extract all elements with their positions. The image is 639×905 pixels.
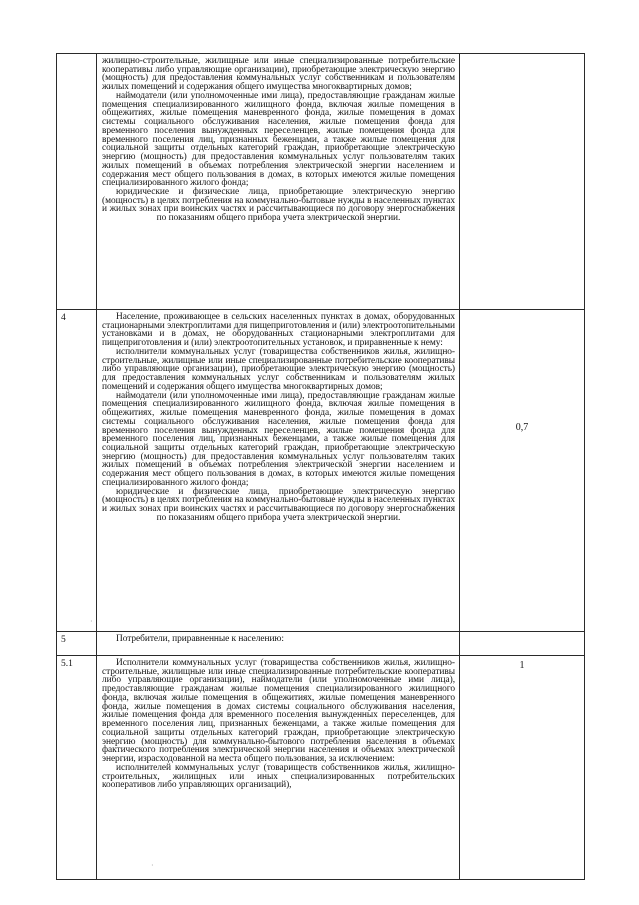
coefficient-value: 0,7 — [515, 422, 529, 433]
paragraph: наймодатели (или уполномоченные ими лица), предоставляющие гражданам жилые помещения специализированного жилищного фонда, включая жилые помещения в общежитиях, жилые помещения маневренного фонда, жилые помещения в домах системы социального обслуживания населения, жилые помещения фонда для временного поселения вынужденных переселенцев, жилые помещения фонда для временного поселения лиц, признанных беженцами, а также жилые помещения для социальной защиты отдельных категорий граждан, приобретающие электрическую энергию (мощность) для предоставления коммунальных услуг пользователям таких жилых помещений в объемах потребления электрической энергии населением и содержания мест общего пользования в домах, в которых имеются жилые помещения специализированного жилого фонда; — [102, 390, 455, 488]
paragraph: Исполнители коммунальных услуг (товарищества собственников жилья, жилищно-строительные, жилищные или иные специализированные потребительские кооперативы либо управляющие организации), наймодатели (или уполномоченные ими лица), предоставляющие гражданам жилые помещения специализированного жилищного фонда, включая жилые помещения в общежитиях, жилые помещения маневренного фонда, жилые помещения в домах системы социального обслуживания населения, жилые помещения фонда для временного поселения вынужденных переселенцев, для временного поселения лиц, признанных беженцами, а также жилые помещения для социальной защиты отдельных категорий граждан, приобретающие электрическую энергию (мощность) для коммунально-бытового потребления населения в объемах фактического потребления электрической энергии населения и объемах электрической энергии, израсходованной на места общего пользования, за исключением: — [102, 658, 455, 765]
paragraph: исполнителей коммунальных услуг (товариществ собственников жилья, жилищно-строительных, жилищных или иных специализированных потребительских кооперативов либо управляющих организаций), — [102, 762, 455, 791]
row-number: 4 — [57, 310, 97, 632]
paragraph: наймодатели (или уполномоченные ими лица), предоставляющие гражданам жилые помещения специализированного жилищного фонда, включая жилые помещения в общежитиях, жилые помещения маневренного фонда, жилые помещения в домах системы социального обслуживания населения, жилые помещения фонда для временного поселения вынужденных переселенцев, жилые помещения фонда для временного поселения лиц, признанных беженцами, а также жилые помещения для социальной защиты отдельных категорий граждан, приобретающие электрическую энергию (мощность) для предоставления коммунальных услуг пользователям таких жилых помещений в объемах потребления электрической энергии населением и содержания мест общего пользования в домах, в которых имеются жилые помещения специализированного жилого фонда; — [102, 90, 455, 189]
paragraph: Население, проживающее в сельских населенных пунктах в домах, оборудованных стационарными электроплитами для пищеприготовления и (или) электроотопительными установками и в домах, не оборудованных стационарными электроплитами для пищеприготовления и (или) электроотопительных установок, и приравненные к нему: — [102, 312, 455, 349]
row-number — [57, 54, 97, 310]
tariff-table — [56, 53, 585, 880]
row-number: 5.1 — [57, 656, 97, 880]
paragraph: Потребители, приравненные к населению: — [116, 634, 284, 644]
table-row — [57, 310, 585, 632]
coefficient-value: 1 — [519, 660, 525, 671]
paragraph: исполнители коммунальных услуг (товарищества собственников жилья, жилищно-строительные, жилищные или иные специализированные потребительские кооперативы либо управляющие организации), приобретающие электрическую энергию (мощность) для предоставления коммунальных услуг собственникам и пользователям жилых помещений и содержания общего имущества многоквартирных домов; — [102, 346, 455, 392]
paragraph: юридические и физические лица, приобретающие электрическую энергию (мощность) в целях потребления на коммунально-бытовые нужды в населенных пунктах и жилых зонах при воинских частях и рассчитывающиеся по договору энергоснабжения по показаниям общего прибора учета электрической энергии. — [102, 187, 455, 224]
row-number: 5 — [57, 632, 97, 656]
row-coefficient — [460, 310, 585, 632]
scan-speck: · — [151, 861, 154, 870]
row-description — [97, 632, 460, 656]
row-coefficient — [460, 656, 585, 880]
row-coefficient — [460, 632, 585, 656]
row-description — [97, 656, 460, 880]
row-coefficient — [460, 54, 585, 310]
row-description — [97, 310, 460, 632]
scan-speck: · — [90, 617, 93, 626]
paragraph: жилищно-строительные, жилищные или иные специализированные потребительские кооперативы либо управляющие организации), приобретающие электрическую энергию (мощность) для предоставления коммунальных услуг собственникам и пользователям жилых помещений и содержания общего имущества многоквартирных домов; — [102, 56, 455, 93]
table-row — [57, 632, 585, 656]
row-description — [97, 54, 460, 310]
table-row — [57, 54, 585, 310]
paragraph: юридические и физические лица, приобретающие электрическую энергию (мощность) в целях потребления на коммунально-бытовые нужды в населенных пунктах и жилых зонах при воинских частях и рассчитывающиеся по договору энергоснабжения по показаниям общего прибора учета электрической энергии. — [102, 486, 455, 523]
table-row — [57, 656, 585, 880]
